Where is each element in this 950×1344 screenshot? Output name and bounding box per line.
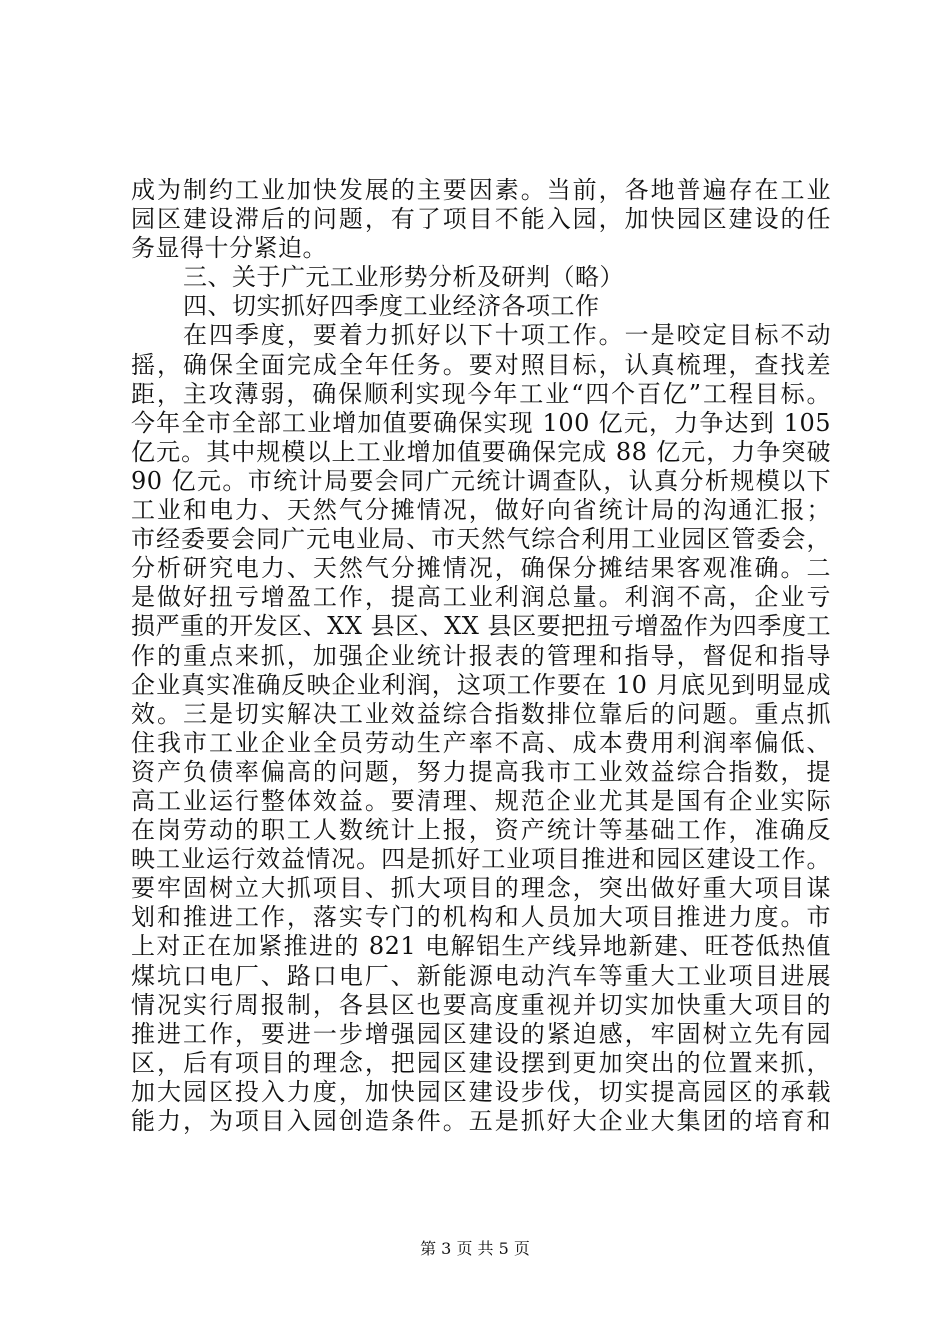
text-line: 加大园区投入力度，加快园区建设步伐，切实提高园区的承载 [131,1077,831,1106]
text-line: 要牢固树立大抓项目、抓大项目的理念，突出做好重大项目谋 [131,874,831,903]
text-line: 分析研究电力、天然气分摊情况，确保分摊结果客观准确。二 [131,554,831,583]
text-line: 在四季度，要着力抓好以下十项工作。一是咬定目标不动 [183,321,831,350]
text-line: 距，主攻薄弱，确保顺利实现今年工业“四个百亿”工程目标。 [131,379,831,408]
text-line: 今年全市全部工业增加值要确保实现 100 亿元，力争达到 105 [131,408,831,437]
text-line: 高工业运行整体效益。要清理、规范企业尤其是国有企业实际 [131,786,831,815]
text-line: 区，后有项目的理念，把园区建设摆到更加突出的位置来抓， [131,1048,831,1077]
text-line: 资产负债率偏高的问题，努力提高我市工业效益综合指数，提 [131,757,831,786]
text-line: 效。三是切实解决工业效益综合指数排位靠后的问题。重点抓 [131,699,831,728]
text-line: 三、关于广元工业形势分析及研判（略） [183,263,624,292]
text-line: 市经委要会同广元电业局、市天然气综合利用工业园区管委会， [131,525,831,554]
body-text [131,176,831,1136]
text-line: 在岗劳动的职工人数统计上报，资产统计等基础工作，准确反 [131,816,831,845]
text-line: 是做好扭亏增盈工作，提高工业利润总量。利润不高，企业亏 [131,583,831,612]
text-line: 成为制约工业加快发展的主要因素。当前，各地普遍存在工业 [131,176,831,204]
text-line: 煤坑口电厂、路口电厂、新能源电动汽车等重大工业项目进展 [131,961,831,990]
text-line: 情况实行周报制，各县区也要高度重视并切实加快重大项目的 [131,990,831,1019]
text-line: 推进工作，要进一步增强园区建设的紧迫感，牢固树立先有园 [131,1019,831,1048]
text-line: 工业和电力、天然气分摊情况，做好向省统计局的沟通汇报； [131,496,831,525]
text-line: 住我市工业企业全员劳动生产率不高、成本费用利润率偏低、 [131,728,831,757]
text-line: 能力，为项目入园创造条件。五是抓好大企业大集团的培育和 [131,1107,831,1135]
text-line: 园区建设滞后的问题，有了项目不能入园，加快园区建设的任 [131,205,831,234]
page-footer: 第 3 页 共 5 页 [420,1239,530,1258]
text-line: 作的重点来抓，加强企业统计报表的管理和指导，督促和指导 [131,641,831,670]
text-line: 务显得十分紧迫。 [131,234,327,263]
text-line: 上对正在加紧推进的 821 电解铝生产线异地新建、旺苍低热值 [131,932,831,961]
text-line: 摇，确保全面完成全年任务。要对照目标，认真梳理，查找差 [131,350,831,379]
text-line: 亿元。其中规模以上工业增加值要确保完成 88 亿元，力争突破 [131,437,831,466]
text-line: 映工业运行效益情况。四是抓好工业项目推进和园区建设工作。 [131,845,831,874]
text-line: 划和推进工作，落实专门的机构和人员加大项目推进力度。市 [131,903,831,932]
text-line: 企业真实准确反映企业利润，这项工作要在 10 月底见到明显成 [131,670,831,699]
text-line: 四、切实抓好四季度工业经济各项工作 [183,292,600,321]
text-line: 损严重的开发区、XX 县区、XX 县区要把扭亏增盈作为四季度工 [131,612,831,641]
text-line: 90 亿元。市统计局要会同广元统计调查队，认真分析规模以下 [131,466,831,495]
